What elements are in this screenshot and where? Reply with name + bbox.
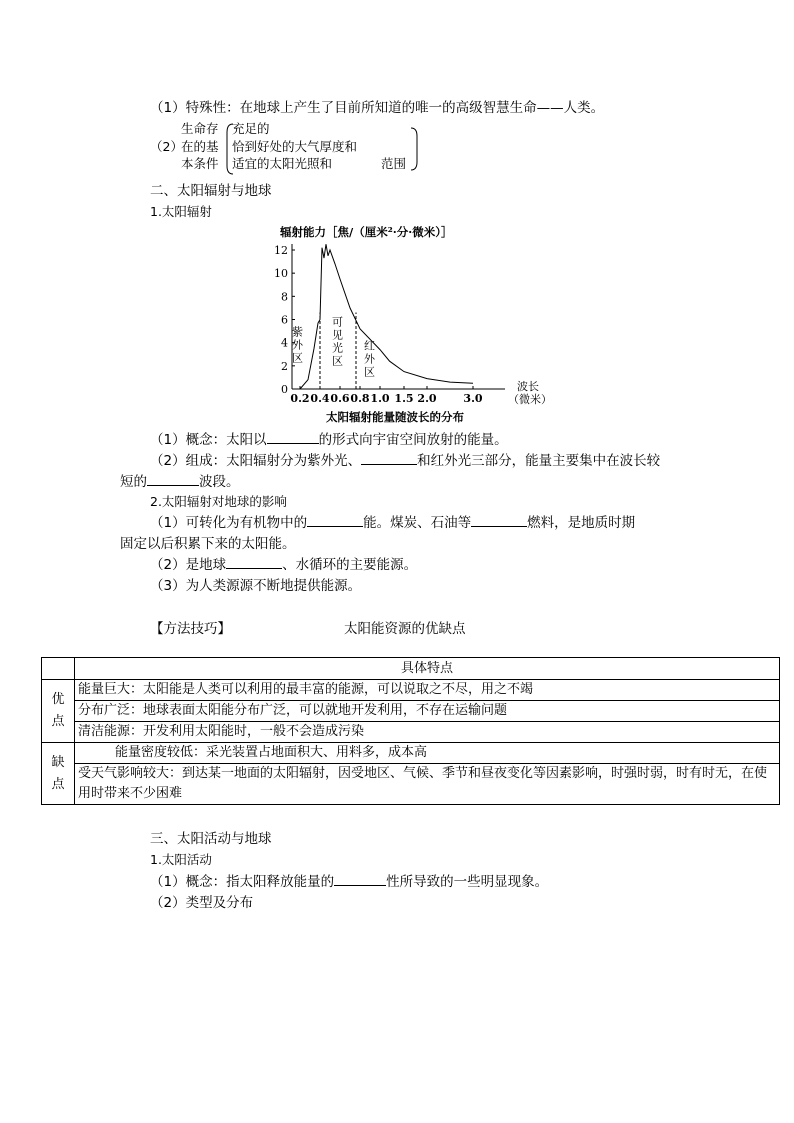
section2-sub2: 2.太阳辐射对地球的影响 [150,494,287,509]
influence2-text-b: 、水循环的主要能源。 [282,557,418,573]
region-label-ir: 区 [364,365,375,379]
section3-heading: 三、太阳活动与地球 [150,831,272,847]
region-label-uv: 外 [292,338,303,352]
region-label-visible: 光 [332,341,343,355]
y-tick-label: 10 [274,267,288,281]
composition-text-b: 和红外光三部分，能量主要集中在波长较 [417,453,661,469]
table-header: 具体特点 [75,658,780,680]
condition-line1: 充足的 [232,121,270,136]
blank-5[interactable] [471,514,527,527]
y-tick-label: 4 [281,336,288,350]
pros-label-char2: 点 [51,714,65,729]
x-tick-label: 2.0 [417,392,437,405]
method-title: 太阳能资源的优缺点 [344,621,466,637]
influence-2 [150,555,417,575]
region-label-visible: 可 [332,315,343,329]
influence-3: （3）为人类源源不断地提供能源。 [150,578,362,594]
region-label-ir: 红 [364,339,375,353]
y-tick-label: 0 [281,383,288,396]
cons-label [42,743,75,805]
table-corner [42,658,75,680]
region-label-visible: 见 [332,328,343,342]
blank-6[interactable] [226,556,282,569]
activity-types: （2）类型及分布 [150,895,254,911]
chart-xlabel-line1: 波长 [517,380,539,393]
x-tick-label: 1.5 [394,392,414,405]
pros-label-char1: 优 [51,692,65,707]
influence-1 [150,513,635,533]
section2-sub1: 1.太阳辐射 [150,204,212,219]
blank-7[interactable] [334,873,386,886]
influence-1-cont: 固定以后积累下来的太阳能。 [120,536,296,552]
y-tick-label: 6 [281,313,288,327]
radiation-composition-cont [120,472,240,492]
x-tick-label: 0.6 [330,392,350,405]
blank-2[interactable] [361,452,417,465]
radiation-chart [270,222,560,430]
item2-label-line3: 本条件 [181,156,219,171]
y-tick-label: 2 [281,359,288,373]
blank-4[interactable] [307,514,363,527]
cons-label-char2: 点 [51,776,65,792]
activity-concept-a: （1）概念：指太阳释放能量的 [150,874,335,890]
chart-title: 太阳辐射能量随波长的分布 [326,410,464,424]
composition-text-d: 波段。 [199,474,240,490]
x-tick-label: 0.4 [310,392,330,405]
influence1-text-b: 能。煤炭、石油等 [363,515,472,531]
con-1: 能量密度较低：采光装置占地面积大、用料多，成本高 [75,743,780,764]
method-label: 【方法技巧】 [150,621,231,637]
radiation-concept [150,430,508,450]
pro-1: 能量巨大：太阳能是人类可以利用的最丰富的能源，可以说取之不尽，用之不竭 [75,680,780,701]
activity-concept [150,872,548,892]
condition-line2: 恰到好处的大气厚度和 [232,139,358,154]
x-tick-label: 3.0 [463,392,483,405]
radiation-curve [300,244,473,389]
x-tick-label: 1.0 [370,392,390,405]
radiation-composition [150,451,660,471]
influence1-text-c: 燃料，是地质时期 [527,515,636,531]
pro-3: 清洁能源：开发利用太阳能时，一般不会造成污染 [75,722,780,743]
condition-line3-range: 范围 [381,156,407,171]
solar-energy-table [41,657,780,805]
composition-text-a: （2）组成：太阳辐射分为紫外光、 [150,453,362,469]
composition-text-c: 短的 [120,474,147,490]
condition-line3: 适宜的太阳光照和 [232,156,333,171]
x-tick-label: 0.2 [290,392,310,405]
item2-label-line2: 在的基 [181,139,219,154]
chart-xlabel-line2: （微米） [508,393,552,406]
y-tick-label: 8 [281,290,288,304]
influence2-text-a: （2）是地球 [150,557,227,573]
section3-sub1: 1.太阳活动 [150,852,212,867]
region-label-visible: 区 [332,354,343,368]
item-particularity: （1）特殊性：在地球上产生了目前所知道的唯一的高级智慧生命——人类。 [150,100,605,116]
chart-ylabel: 辐射能力［焦/（厘米²·分·微米）］ [280,225,453,239]
section2-heading: 二、太阳辐射与地球 [150,183,272,199]
item2-label-line1: 生命存 [181,121,219,136]
influence1-text-a: （1）可转化为有机物中的 [150,515,308,531]
pro-2: 分布广泛：地球表面太阳能分布广泛，可以就地开发利用，不存在运输问题 [75,701,780,722]
blank-1[interactable] [267,431,319,444]
chart-region-labels [292,315,376,378]
y-tick-label: 12 [274,244,288,257]
concept-text-a: （1）概念：太阳以 [150,432,267,448]
cons-label-char1: 缺 [51,754,65,770]
activity-concept-b: 性所导致的一些明显现象。 [386,874,549,890]
region-label-uv: 区 [292,351,303,365]
region-label-ir: 外 [364,352,375,366]
blank-3[interactable] [147,473,199,486]
pros-label [42,680,75,743]
x-tick-label: 0.8 [350,392,370,405]
con-2: 受天气影响较大：到达某一地面的太阳辐射，因受地区、气候、季节和昼夜变化等因素影响，时强时弱，时有时无，在使用时带来不少困难 [75,764,780,805]
item2-number: （2） [150,139,183,154]
region-label-uv: 紫 [292,325,303,339]
concept-text-b: 的形式向宇宙空间放射的能量。 [318,432,508,448]
